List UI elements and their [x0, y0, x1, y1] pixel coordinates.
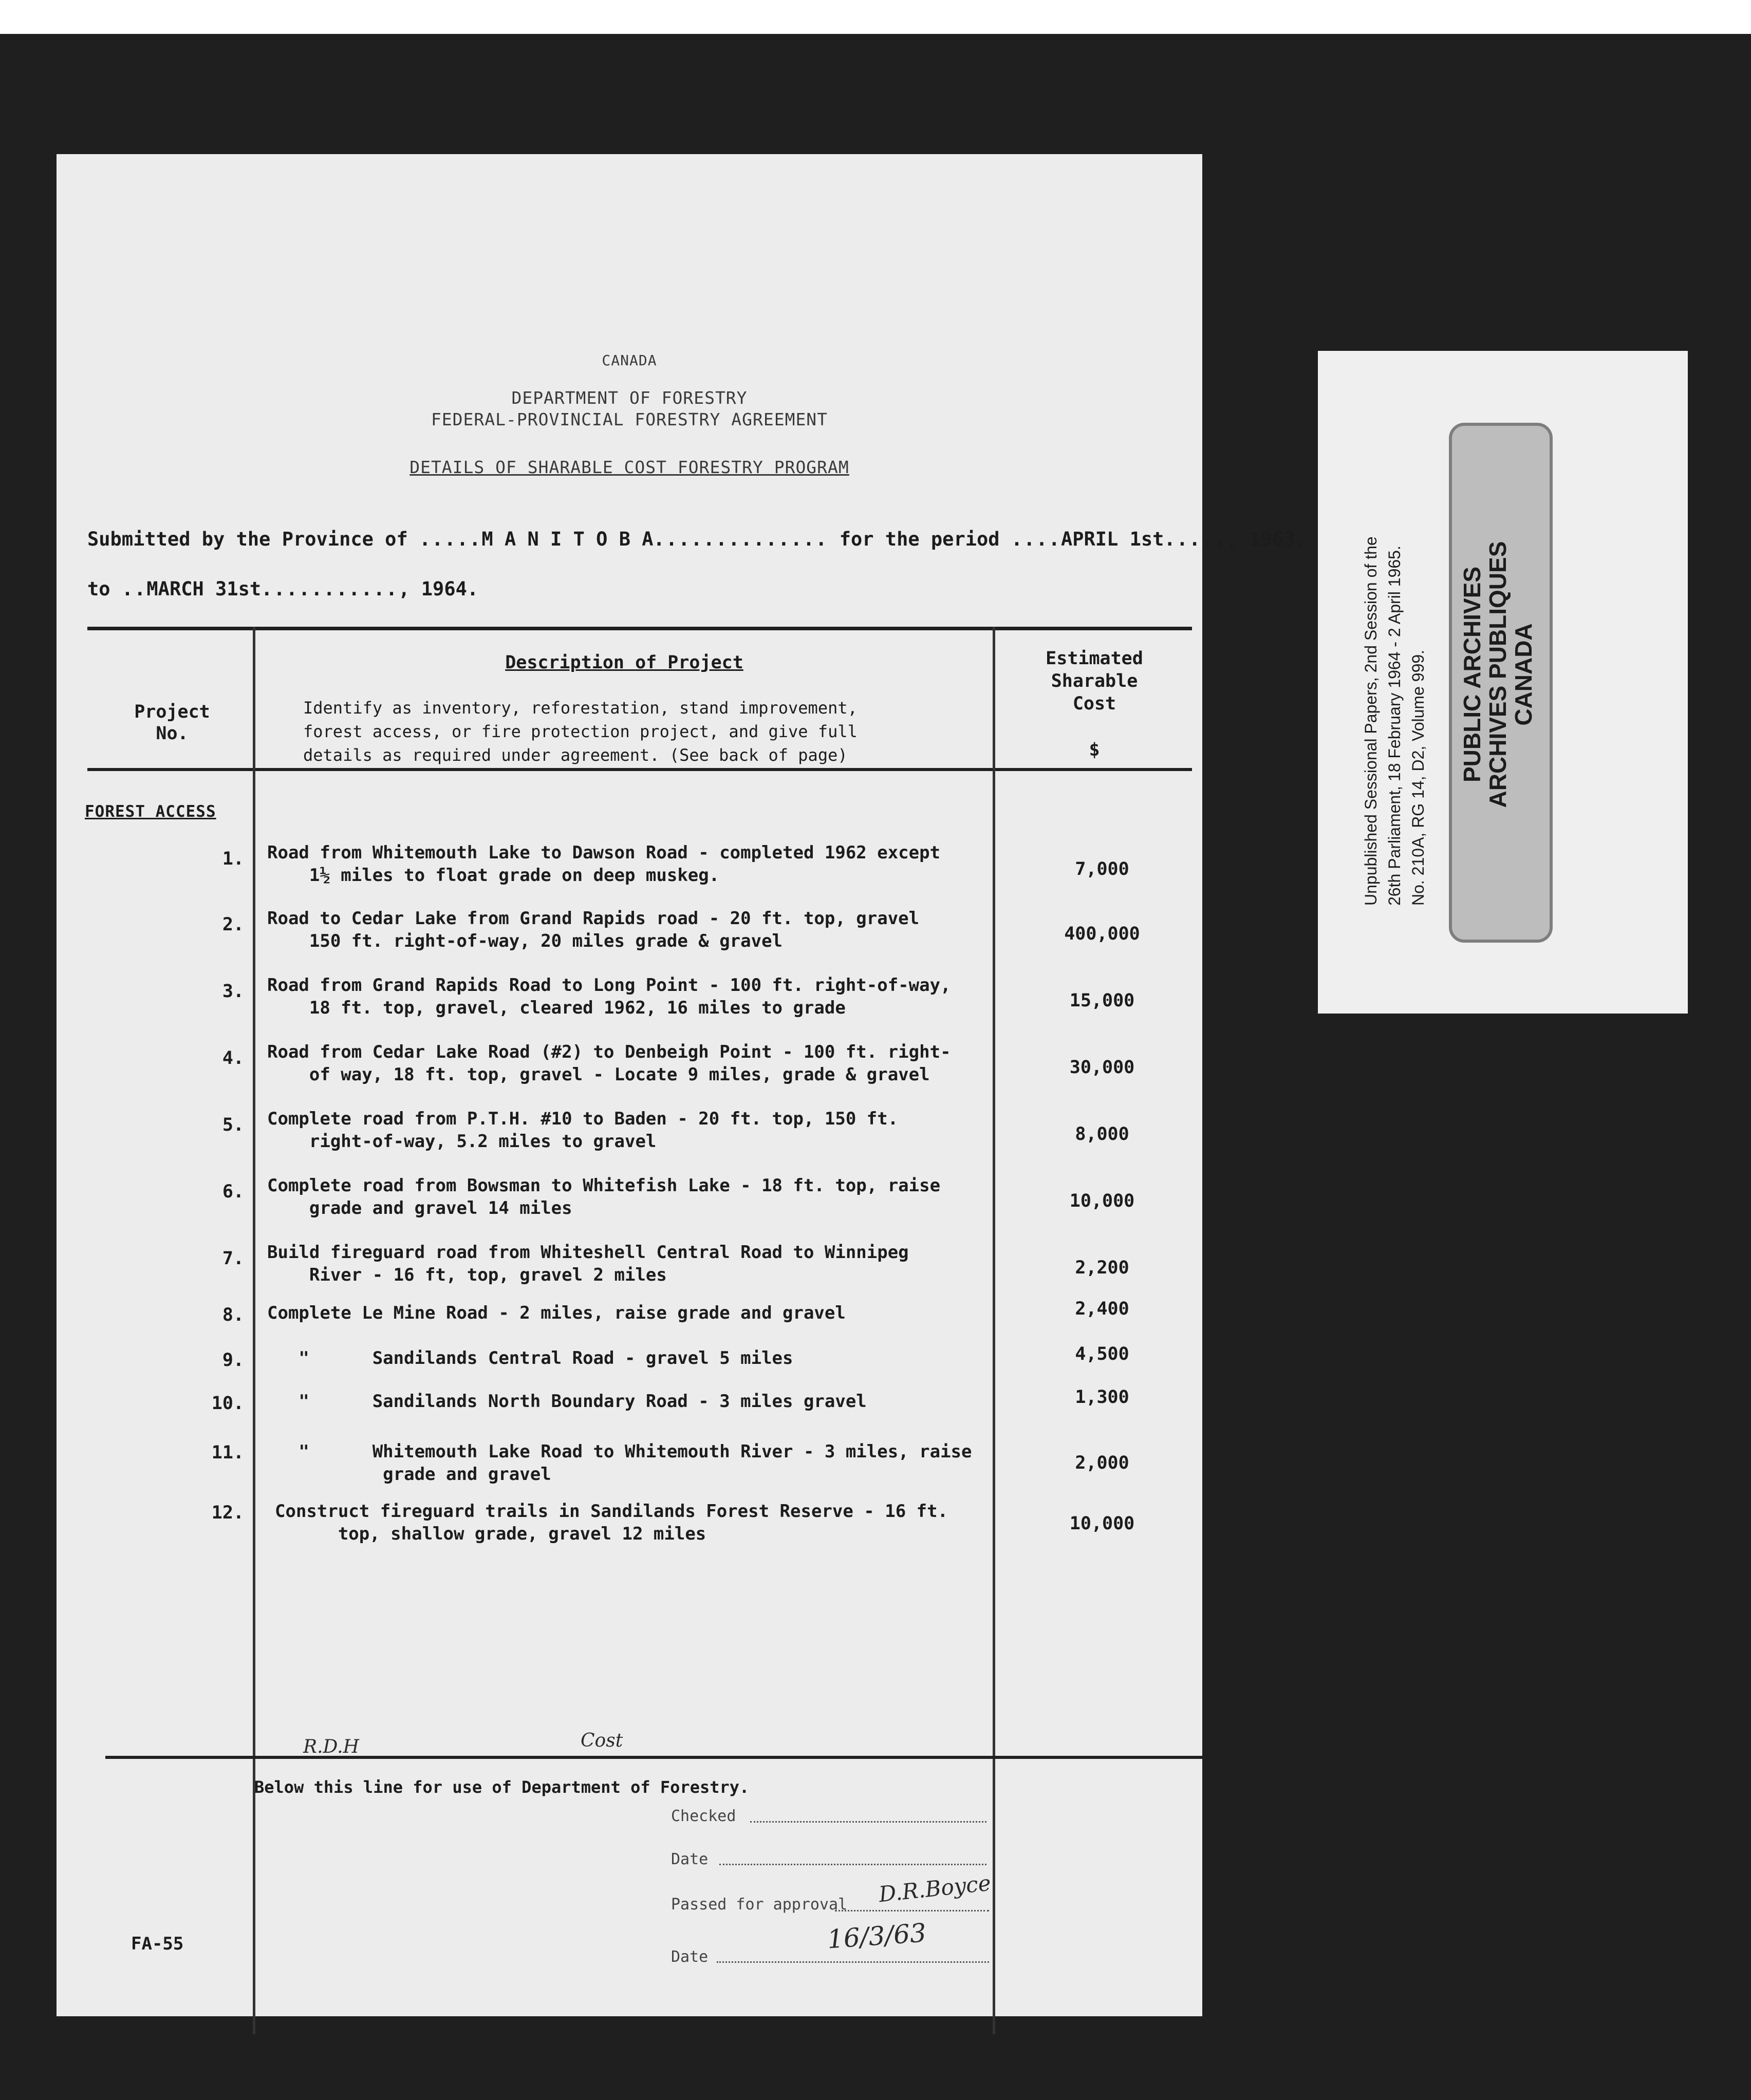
table-bottom-rule — [105, 1756, 1202, 1759]
stamp-line-3: CANADA — [1510, 623, 1537, 726]
submission-row-2: to ..MARCH 31st..........., 1964. — [87, 578, 479, 600]
row-2-description: Road to Cedar Lake from Grand Rapids road - 20 ft. top, gravel 150 ft. right-of-way, 20 miles grade & gravel — [267, 908, 920, 951]
row-12-number: 12. — [211, 1503, 244, 1523]
row-8-description: Complete Le Mine Road - 2 miles, raise grade and gravel — [267, 1303, 846, 1323]
stamp-line-2: ARCHIVES PUBLIQUES — [1484, 541, 1511, 808]
approval-date-handwritten: 16/3/63 — [826, 1918, 927, 1955]
row-9-number: 9. — [222, 1350, 244, 1371]
row-1-number: 1. — [222, 849, 244, 869]
row-11-number: 11. — [211, 1442, 244, 1463]
row-7-number: 7. — [222, 1248, 244, 1269]
row-3-description: Road from Grand Rapids Road to Long Point - 100 ft. right-of-way, 18 ft. top, gravel, cleared 1962, 16 miles to grade — [267, 975, 951, 1018]
submission-row: Submitted by the Province of .....M A N I T O B A.............. for the period ....APRIL 1st....., 1963, — [87, 528, 1307, 550]
period-label: for the period — [839, 528, 1000, 550]
header-agreement: FEDERAL-PROVINCIAL FORESTRY AGREEMENT — [431, 409, 828, 429]
row-5-description: Complete road from P.T.H. #10 to Baden - 20 ft. top, 150 ft. right-of-way, 5.2 miles to gravel — [267, 1109, 899, 1152]
header-country: CANADA — [602, 352, 657, 369]
dot-leader: ........... — [261, 578, 399, 600]
col-project-no-header: Project No. — [134, 702, 210, 744]
date-label: Date — [671, 1850, 709, 1868]
row-4-number: 4. — [222, 1048, 244, 1068]
col-description-instructions: Identify as inventory, reforestation, stand improvement, forest access, or fire protection project, and give full details as required under agreement. (See back of page) — [303, 698, 858, 765]
row-10-cost: 1,300 — [1075, 1387, 1129, 1408]
row-3-cost: 15,000 — [1069, 990, 1135, 1011]
row-6-number: 6. — [222, 1182, 244, 1202]
handwritten-note: Cost — [581, 1730, 623, 1751]
dot-leader: ..... — [1164, 528, 1226, 550]
row-10-description: " Sandilands North Boundary Road - 3 miles gravel — [267, 1391, 867, 1412]
dot-leader: ..... — [419, 528, 482, 550]
row-8-number: 8. — [222, 1305, 244, 1325]
row-7-description: Build fireguard road from Whiteshell Central Road to Winnipeg River - 16 ft, top, gravel 2 miles — [267, 1242, 909, 1285]
currency-symbol: $ — [1089, 740, 1100, 760]
row-11-cost: 2,000 — [1075, 1453, 1129, 1473]
row-8-cost: 2,400 — [1075, 1299, 1129, 1319]
col-cost-header: Estimated Sharable Cost — [1046, 648, 1143, 714]
handwritten-initials: R.D.H — [303, 1736, 359, 1757]
row-1-description: Road from Whitemouth Lake to Dawson Road - completed 1962 except 1½ miles to float grade on deep muskeg. — [267, 842, 941, 886]
row-1-cost: 7,000 — [1075, 859, 1129, 879]
passed-for-approval-label: Passed for approval — [671, 1896, 848, 1914]
citation-line-2: 26th Parliament, 18 February 1964 - 2 April 1965. — [1385, 546, 1404, 906]
row-5-cost: 8,000 — [1075, 1124, 1129, 1145]
row-2-cost: 400,000 — [1064, 924, 1140, 944]
row-4-description: Road from Cedar Lake Road (#2) to Denbeigh Point - 100 ft. right- of way, 18 ft. top, gravel - Locate 9 miles, grade & gravel — [267, 1042, 951, 1085]
row-11-description: " Whitemouth Lake Road to Whitemouth River - 3 miles, raise grade and gravel — [299, 1441, 972, 1485]
row-6-cost: 10,000 — [1069, 1191, 1135, 1211]
to-label: to — [87, 578, 110, 600]
year-start-digit: 3 — [1283, 528, 1295, 550]
scan-top-margin — [0, 0, 1751, 34]
checked-line — [750, 1821, 986, 1823]
row-9-cost: 4,500 — [1075, 1344, 1129, 1364]
dot-leader: .............. — [653, 528, 828, 550]
document-page — [57, 154, 1307, 2016]
column-divider-2 — [993, 627, 995, 2034]
row-4-cost: 30,000 — [1069, 1057, 1135, 1078]
row-9-description: " Sandilands Central Road - gravel 5 miles — [267, 1348, 793, 1368]
year-end-prefix: 196 — [421, 578, 456, 600]
column-divider-1 — [253, 627, 255, 2034]
page-title: DETAILS OF SHARABLE COST FORESTRY PROGRAM — [409, 457, 849, 477]
approval-date-label: Date — [671, 1948, 709, 1966]
province-value: M A N I T O B A — [481, 528, 654, 550]
period-end: MARCH 31st — [146, 578, 262, 600]
approval-signature: D.R.Boyce — [878, 1870, 992, 1907]
checked-label: Checked — [671, 1807, 736, 1825]
approval-date-line — [717, 1961, 989, 1963]
citation-line-1: Unpublished Sessional Papers, 2nd Session of the — [1362, 536, 1380, 906]
approval-line — [835, 1910, 989, 1911]
archive-citation — [1359, 392, 1430, 906]
archives-stamp-text — [1459, 479, 1536, 870]
col-description-title: Description of Project — [505, 652, 743, 673]
section-forest-access: FOREST ACCESS — [85, 802, 216, 821]
department-use-note: Below this line for use of Department of Forestry. — [254, 1777, 750, 1797]
row-5-number: 5. — [222, 1115, 244, 1135]
year-start-prefix: 196 — [1249, 528, 1284, 550]
province-label: Submitted by the Province of — [87, 528, 408, 550]
row-10-number: 10. — [211, 1393, 244, 1414]
row-12-description: Construct fireguard trails in Sandilands Forest Reserve - 16 ft. top, shallow grade, gravel 12 miles — [275, 1501, 948, 1544]
year-end-digit: 4 — [455, 578, 467, 600]
date-line — [719, 1864, 986, 1865]
row-2-number: 2. — [222, 914, 244, 935]
row-7-cost: 2,200 — [1075, 1258, 1129, 1278]
row-6-description: Complete road from Bowsman to Whitefish Lake - 18 ft. top, raise grade and gravel 14 miles — [267, 1175, 941, 1218]
period-start: APRIL 1st — [1060, 528, 1164, 550]
dot-leader: .... — [1011, 528, 1061, 550]
row-12-cost: 10,000 — [1069, 1513, 1135, 1534]
archive-reference-card — [1318, 351, 1688, 1014]
row-3-number: 3. — [222, 981, 244, 1002]
dot-leader: .. — [121, 578, 147, 600]
header-department: DEPARTMENT OF FORESTRY — [511, 388, 748, 408]
stamp-line-1: PUBLIC ARCHIVES — [1459, 567, 1485, 782]
citation-line-3: No. 210A, RG 14, D2, Volume 999. — [1409, 649, 1427, 906]
form-id: FA-55 — [131, 1934, 184, 1954]
